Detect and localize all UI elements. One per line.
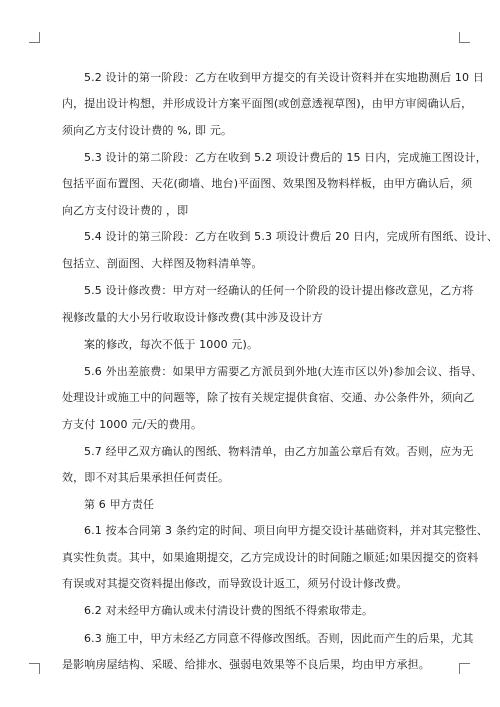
paragraph-line: 5.3 设计的第二阶段：乙方在收到 5.2 项设计费后的 15 日内，完成施工图设计， <box>84 151 487 164</box>
crop-mark-top-right <box>459 32 470 43</box>
paragraph-line: 6.2 对未经甲方确认或未付清设计费的图纸不得索取带走。 <box>84 604 374 617</box>
paragraph-line: 视修改量的大小另行收取设计修改费(其中涉及设计方 <box>62 311 323 324</box>
crop-mark-bottom-left <box>29 663 40 674</box>
paragraph-line: 真实性负责。其中，如果逾期提交，乙方完成设计的时间随之顺延;如果因提交的资料 <box>62 551 479 564</box>
crop-mark-bottom-right <box>459 663 470 674</box>
crop-mark-top-left <box>29 32 40 43</box>
paragraph-line: 5.6 外出差旅费：如果甲方需要乙方派员到外地(大连市区以外)参加会议、指导、 <box>84 365 483 378</box>
paragraph-line: 5.2 设计的第一阶段：乙方在收到甲方提交的有关设计资料并在实地勘测后 10 日 <box>84 71 484 84</box>
paragraph-line: 包括立、剖面图、大样图及物料清单等。 <box>62 257 263 270</box>
paragraph-line: 向乙方支付设计费的 ，即 <box>62 204 189 217</box>
paragraph-line: 包括平面布置图、天花(砌墙、地台)平面图、效果图及物料样板，由甲方确认后，须 <box>62 177 473 190</box>
paragraph-line: 案的修改，每次不低于 1000 元)。 <box>84 338 259 351</box>
paragraph-line: 是影响房屋结构、采暖、给排水、强弱电效果等不良后果，均由甲方承担。 <box>62 658 430 671</box>
paragraph-line: 处理设计或施工中的问题等，除了按有关规定提供食宿、交通、办公条件外，须向乙 <box>62 391 475 404</box>
paragraph-line: 5.7 经甲乙双方确认的图纸、物料清单，由乙方加盖公章后有效。否则，应为无 <box>84 445 474 458</box>
paragraph-line: 6.3 施工中，甲方未经乙方同意不得修改图纸。否则，因此而产生的后果，尤其 <box>84 632 474 645</box>
paragraph-line: 须向乙方支付设计费的 %, 即 元。 <box>62 124 233 137</box>
paragraph-line: 内，提出设计构想，并形成设计方案平面图(或创意透视草图)，由甲方审阅确认后， <box>62 97 473 110</box>
paragraph-line: 第 6 甲方责任 <box>84 498 155 511</box>
paragraph-line: 5.4 设计的第三阶段：乙方在收到 5.3 项设计费后 20 日内，完成所有图纸、设计、 <box>84 230 499 243</box>
paragraph-line: 5.5 设计修改费：甲方对一经确认的任何一个阶段的设计提出修改意见，乙方将 <box>84 284 474 297</box>
paragraph-line: 6.1 按本合同第 3 条约定的时间、项目向甲方提交设计基础资料，并对其完整性、 <box>84 524 488 537</box>
paragraph-line: 方支付 1000 元/天的费用。 <box>62 418 203 431</box>
paragraph-line: 效，即不对其后果承担任何责任。 <box>62 471 230 484</box>
paragraph-line: 有误或对其提交资料提出修改，而导致设计返工，须另付设计修改费。 <box>62 577 408 590</box>
